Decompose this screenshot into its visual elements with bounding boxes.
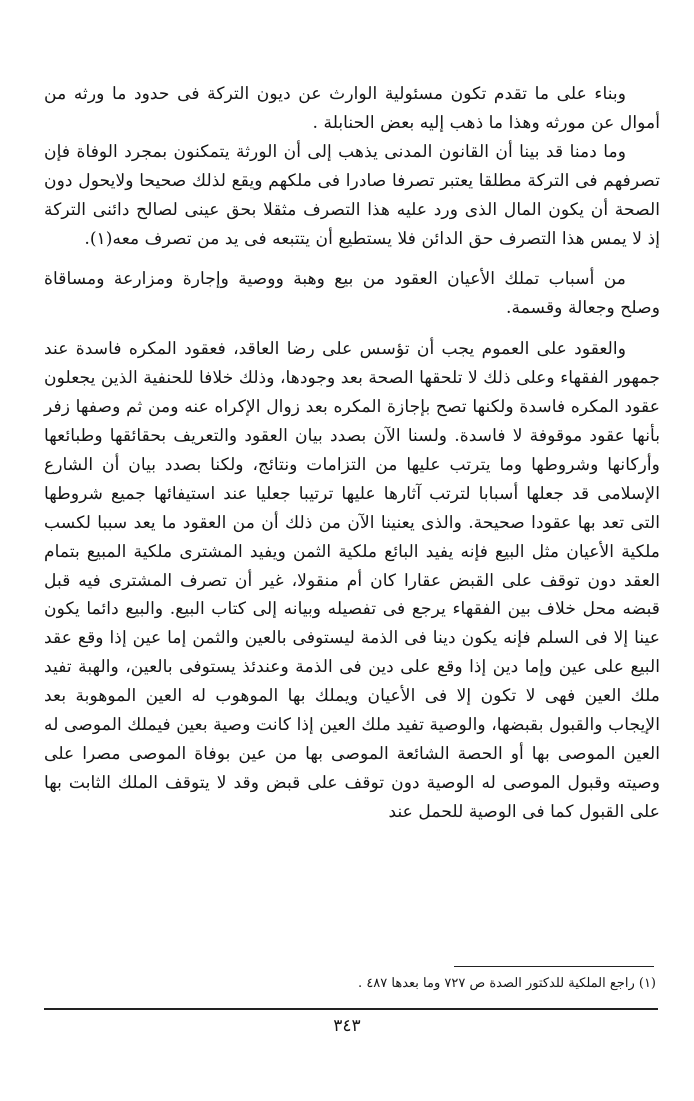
footer-divider	[44, 1008, 658, 1010]
body-text	[44, 80, 660, 827]
paragraph-heirs-liability: وبناء على ما تقدم تكون مسئولية الوارث عن ديون التركة فى حدود ما ورثه من أموال عن مورثه وهذا ما ذهب إليه بعض الحنابلة .	[44, 84, 660, 133]
paragraph-civil-law: وما دمنا قد بينا أن القانون المدنى يذهب إلى أن الورثة يتمكنون بمجرد الوفاة فإن تصرفهم فى التركة مطلقا يعتبر تصرفا صادرا فى ملكهم ويقع لذلك صحيحا ولايحول دون الصحة أن يكون المال الذى ورد عليه هذا التصرف مثقلا بحق عينى لصالح دائنى التركة إذ لا يمس هذا التصرف حق الدائن فلا يستطيع أن يتتبعه فى يد من تصرف معه(١).	[44, 141, 660, 249]
page-number: ٣٤٣	[333, 1016, 361, 1036]
footnote: (١) راجع الملكية للدكتور الصدة ص ٧٢٧ وما بعدها ٤٨٧ .	[358, 976, 656, 991]
paragraph-causes-of-ownership: من أسباب تملك الأعيان العقود من بيع وهبة ووصية وإجارة ومزارعة ومساقاة وصلح وجعالة وقسمة.	[44, 269, 660, 319]
footnote-divider	[454, 966, 654, 967]
paragraph-contracts: والعقود على العموم يجب أن تؤسس على رضا العاقد، فعقود المكره فاسدة عند جمهور الفقهاء وعلى ذلك لا تلحقها الصحة بعد وجودها، وذلك خلافا للحنفية الذين يجعلون عقود المكره فاسدة ولكنها تصح بإجازة المكره بعد زوال الإكراه عنه ومن ثم وصفها زفر بأنها عقود موقوفة لا فاسدة. ولسنا الآن بصدد بيان العقود والتعريف بحقائقها وطبائعها وأركانها وشروطها وما يترتب عليها من التزامات ونتائج، ولكنا بصدد بيان أن الشارع الإسلامى قد جعلها أسبابا لترتب آثارها عليها ترتيبا جعليا عند استيفائها جميع شروطها التى تعد بها عقودا صحيحة. والذى يعنينا الآن من ذلك أن من العقود ما يعد سببا لكسب ملكية الأعيان مثل البيع فإنه يفيد البائع ملكية الثمن ويفيد المشترى ملكية المبيع بتمام العقد دون توقف على القبض عقارا كان أم منقولا، غير أن تصرف المشترى فيه قبل قبضه محل خلاف بين الفقهاء يرجع فى تفصيله وبيانه إلى كتاب البيع. والبيع دائما يكون عينا إلا فى السلم فإنه يكون دينا فى الذمة ليستوفى بالعين والثمن إما عين إذا وقع عقد البيع على عين وإما دين إذا وقع على دين فى الذمة وعندئذ يستوفى بالعين، والهبة تفيد ملك العين فهى لا تكون إلا فى الأعيان ويملك بها الموهوب له العين الموهوبة بعد الإيجاب والقبول بقبضها، والوصية تفيد ملك العين إذا كانت وصية بعين فيملك الموصى له العين الموصى بها أو الحصة الشائعة الموصى بها من عين بوفاة الموصى مصرا على وصيته وقبول الموصى له الوصية دون توقف على قبض وقد لا يتوقف الملك الثابت بها على القبول كما فى الوصية للحمل عند	[44, 339, 660, 822]
